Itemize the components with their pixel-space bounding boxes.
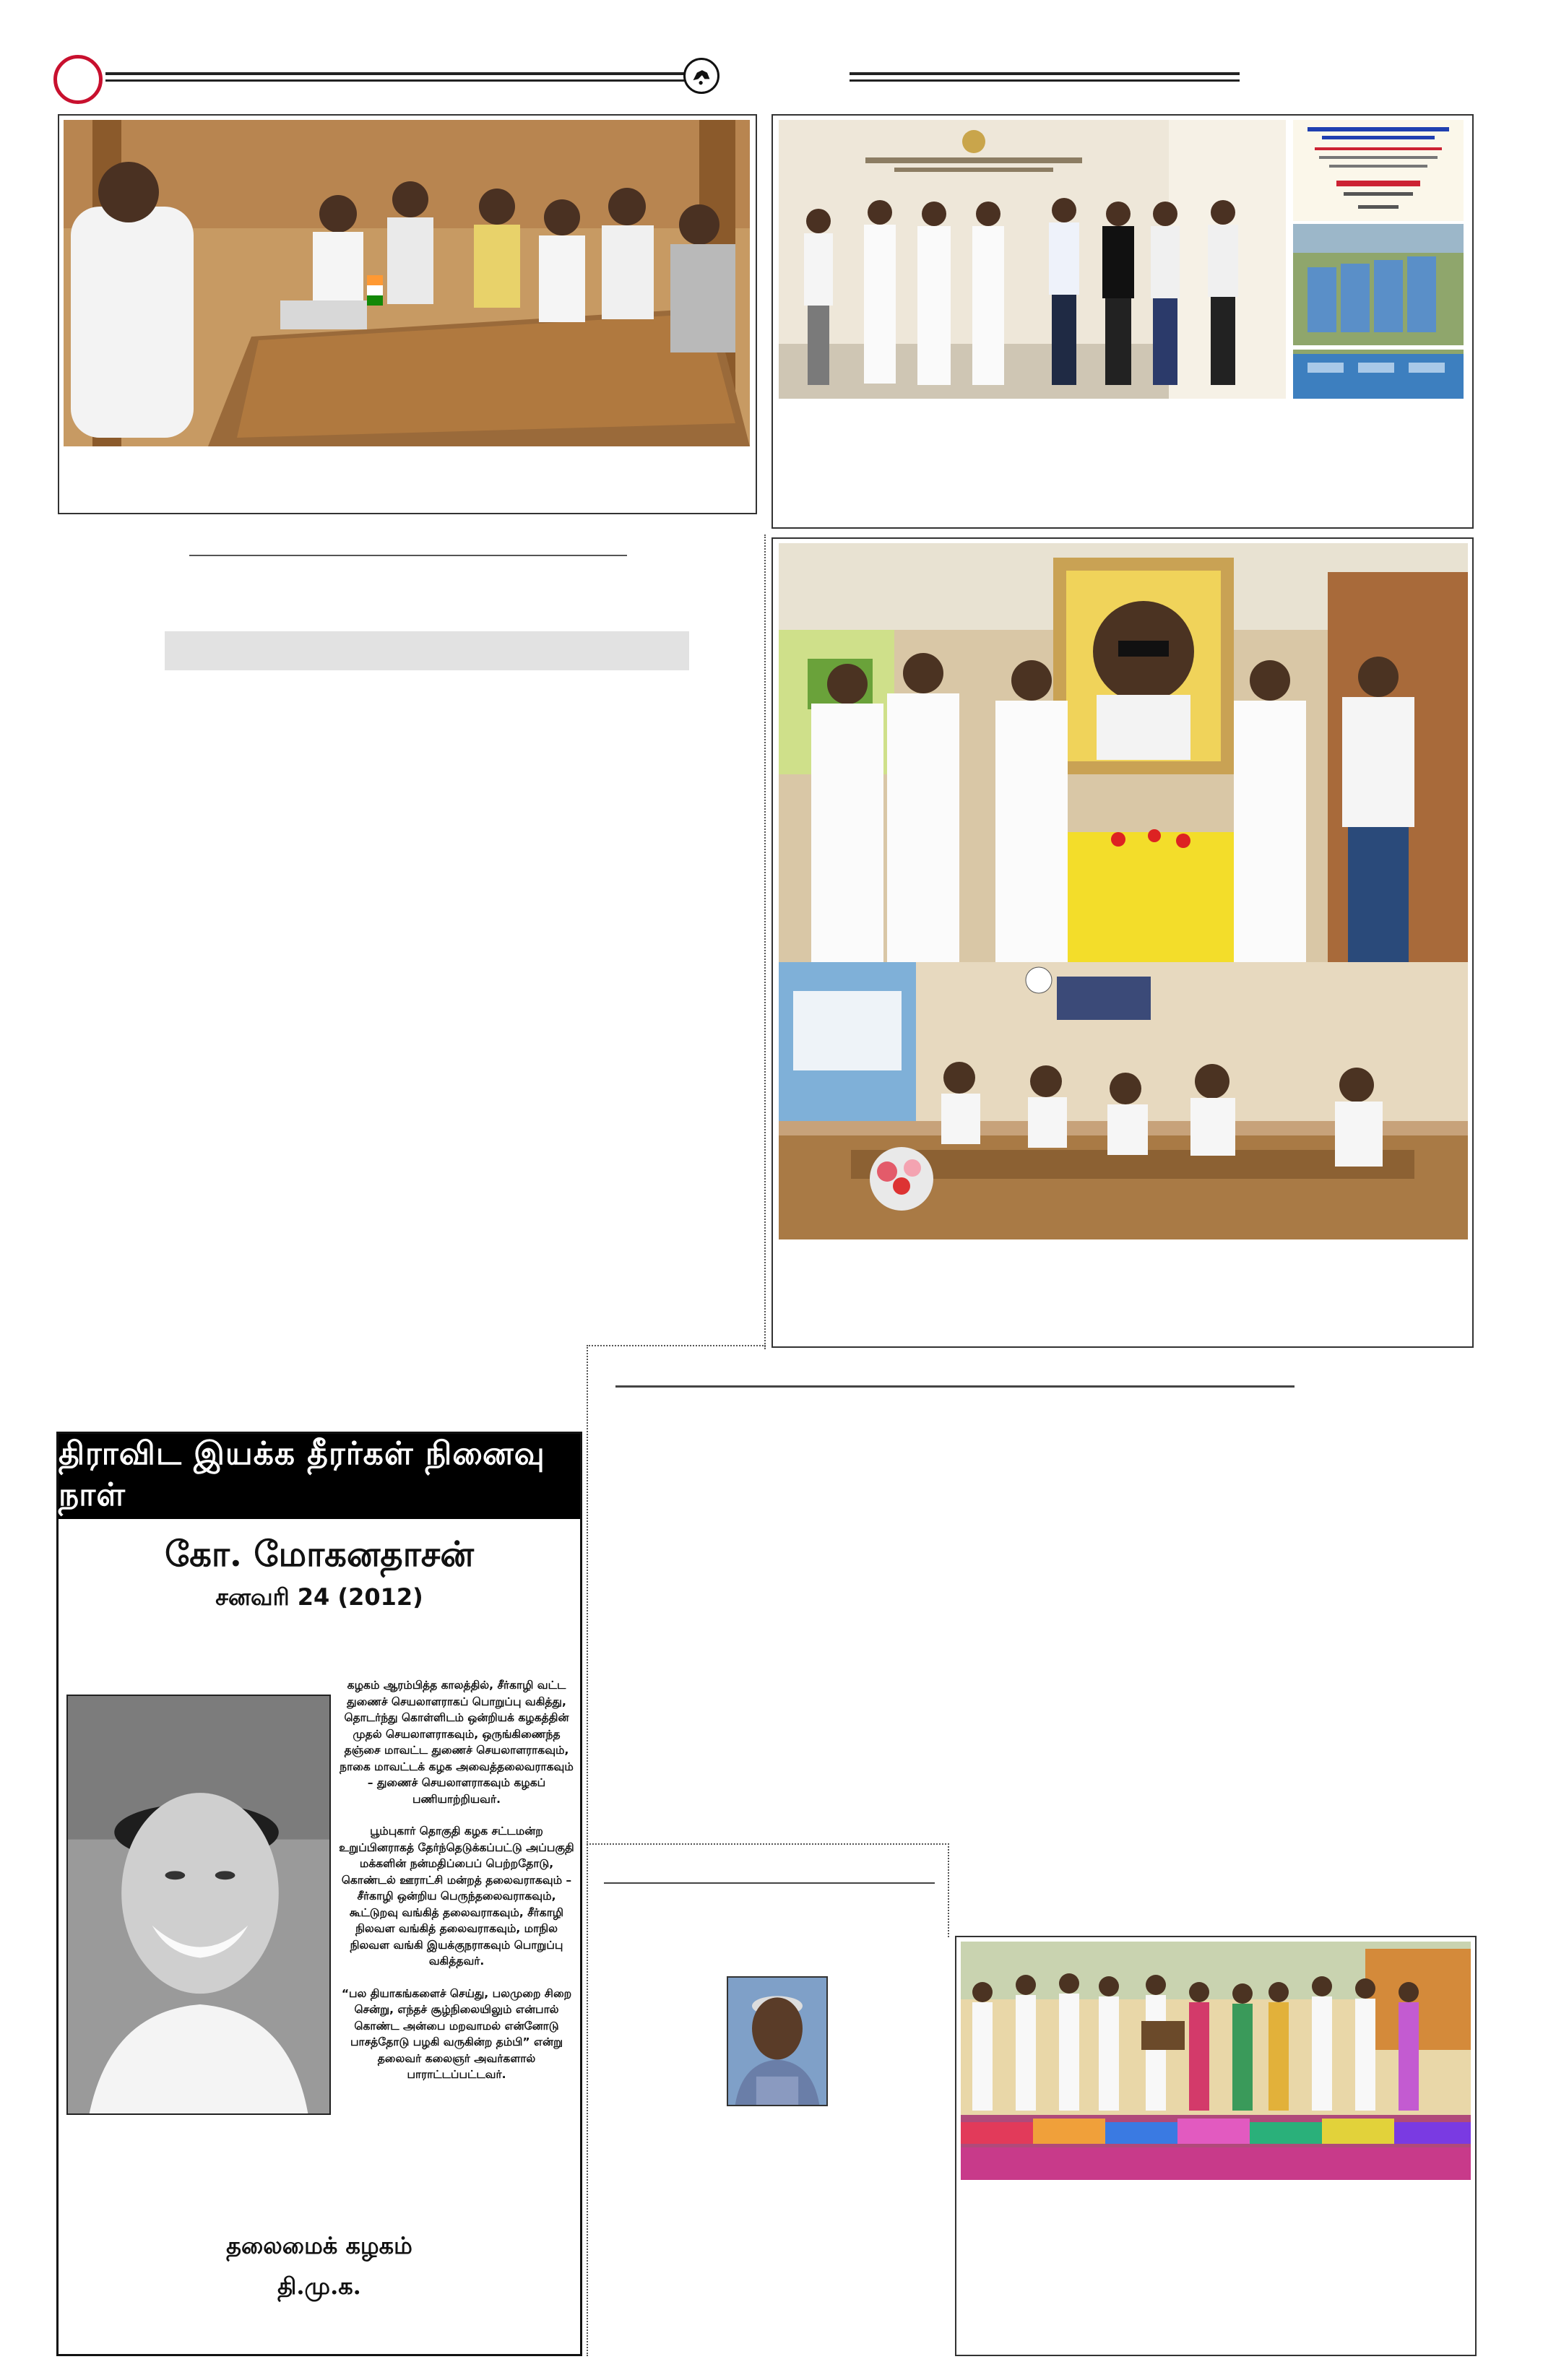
obituary-divider-right — [948, 1843, 949, 1937]
obituary-divider-dotted — [587, 1843, 949, 1845]
article-grey-bar-left — [165, 631, 689, 670]
memorial-signature-line1: தலைமைக் கழகம் — [226, 2232, 412, 2259]
masthead-circle-icon — [53, 55, 103, 104]
masthead-rule-left-bottom — [105, 79, 685, 82]
column-divider-upper — [764, 535, 766, 1349]
masthead-rule-right-bottom — [850, 79, 1240, 82]
memorial-signature-line2: தி.மு.க. — [277, 2272, 361, 2300]
photo-government-ceremony — [779, 120, 1286, 399]
section-divider-dotted — [587, 1345, 766, 1346]
article-rule-right — [615, 1385, 1295, 1388]
photo-conference-meeting — [779, 962, 1468, 1239]
photo-tribute-portrait — [779, 543, 1468, 962]
bio-paragraph-2: பூம்புகார் தொகுதி கழக சட்டமன்ற உறுப்பினராகத் தேர்ந்தெடுக்கப்பட்டு அப்பகுதி மக்களின் நன்மதிப்பைப் பெற்றதோடு, கொண்டல் ஊராட்சி மன்றத் தலைவராகவும் – சீர்காழி ஒன்றிய பெருந்தலைவராகவும், கூட்டுறவு வங்கித் தலைவராகவும், சீர்காழி நிலவள வங்கித் தலைவராகவும், மாநில நிலவள வங்கி இயக்குநராகவும் பொறுப்பு வகித்தவர். — [339, 1825, 574, 1968]
masthead-rule-left-top — [105, 72, 685, 75]
photo-inset-invitation-card — [1293, 120, 1464, 221]
party-emblem-icon — [683, 58, 719, 94]
column-divider-lower — [587, 1345, 588, 2356]
obituary-rule — [604, 1882, 935, 1884]
photo-cm-office-meeting — [64, 120, 750, 446]
photo-inset-aerial-sheds — [1293, 224, 1464, 399]
masthead-rule-right-top — [850, 72, 1240, 75]
memorial-banner-title: திராவிட இயக்க தீரர்கள் நினைவு நாள் — [59, 1434, 580, 1519]
memorial-date: சனவரி 24 (2012) — [215, 1583, 423, 1611]
photo-saree-distribution — [961, 1942, 1471, 2180]
bio-paragraph-3: “பல தியாகங்களைச் செய்து, பலமுறை சிறை சென்று, எந்தச் சூழ்நிலையிலும் என்பால் கொண்ட அன்பை மறவாமல் என்னோடு பாசத்தோடு பழகி வருகின்ற தம்பி” என்று தலைவர் கலைஞர் அவர்களால் பாராட்டப்பட்டவர். — [341, 1986, 572, 2081]
article-rule-left — [189, 555, 627, 556]
obituary-portrait-photo — [727, 1976, 828, 2106]
memorial-person-name: கோ. மோகனதாசன் — [165, 1534, 474, 1575]
memorial-biography — [335, 1677, 578, 2168]
memorial-portrait-photo — [66, 1695, 331, 2115]
bio-paragraph-1: கழகம் ஆரம்பித்த காலத்தில், சீர்காழி வட்ட துணைச் செயலாளராகப் பொறுப்பு வகித்து, தொடர்ந்து கொள்ளிடம் ஒன்றியக் கழகத்தின் முதல் செயலாளராகவும், ஒருங்கிணைந்த தஞ்சை மாவட்ட துணைச் செயலாளராகவும், நாகை மாவட்டக் கழக அவைத்தலைவராகவும் – துணைச் செயலாளராகவும் கழகப் பணியாற்றியவர். — [340, 1679, 574, 1806]
